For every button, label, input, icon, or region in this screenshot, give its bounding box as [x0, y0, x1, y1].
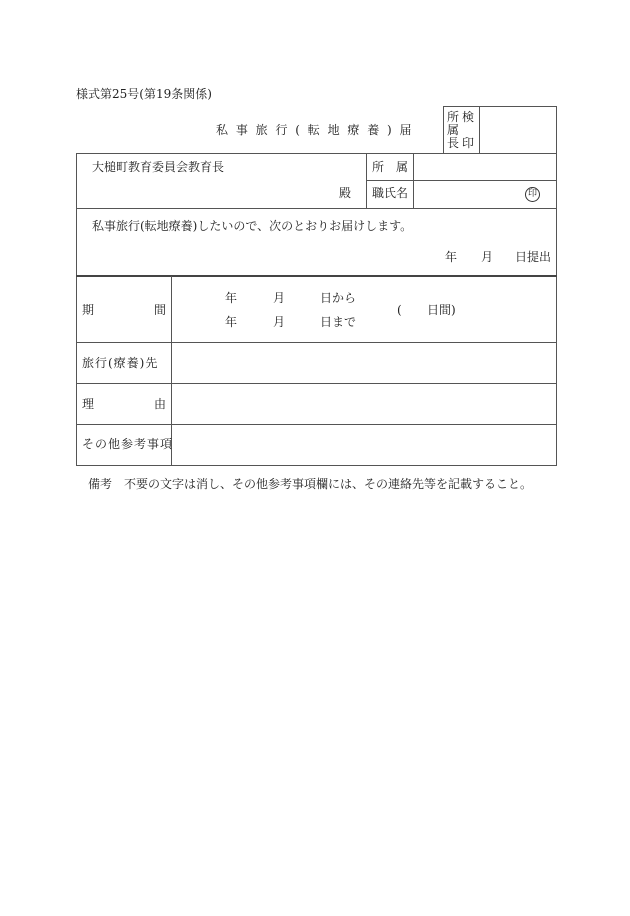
reason-label-left: 理	[82, 397, 95, 411]
affiliation-label: 所 属	[372, 160, 409, 174]
destination-field[interactable]	[172, 343, 556, 383]
reason-field[interactable]	[172, 384, 556, 424]
period-label-left: 期	[82, 303, 95, 317]
period-days-open: (	[397, 303, 402, 317]
period-from-day: 日から	[320, 291, 357, 305]
date-month: 月	[481, 250, 494, 264]
addressee-honorific: 殿	[339, 186, 352, 200]
period-from-year: 年	[225, 291, 238, 305]
seal-icon: 印	[525, 186, 540, 202]
period-days-close: 日間)	[427, 303, 456, 317]
period-to-month: 月	[273, 315, 286, 329]
reason-label-right: 由	[154, 397, 167, 411]
affiliation-field[interactable]	[414, 154, 556, 180]
statement-text: 私事旅行(転地療養)したいので、次のとおりお届けします。	[92, 219, 413, 233]
period-from-month: 月	[273, 291, 286, 305]
form-number: 様式第25号(第19条関係)	[76, 87, 212, 101]
period-to-year: 年	[225, 315, 238, 329]
other-notes-field[interactable]	[172, 425, 556, 465]
destination-label: 旅行(療養)先	[82, 356, 159, 370]
period-label-right: 間	[154, 303, 167, 317]
other-notes-label: その他参考事項	[82, 437, 174, 451]
stamp-label-affiliation-head: 所 属 長	[447, 110, 460, 150]
period-field[interactable]	[172, 278, 556, 342]
stamp-label-seal: 検 印	[462, 110, 475, 150]
date-day-submitted: 日提出	[515, 250, 552, 264]
date-year: 年	[445, 250, 458, 264]
period-to-day: 日まで	[320, 315, 357, 329]
form-title: 私 事 旅 行 ( 転 地 療 養 ) 届	[216, 123, 414, 137]
addressee-name: 大槌町教育委員会教育長	[92, 160, 225, 174]
name-label: 職氏名	[372, 186, 409, 200]
remarks-note: 備考 不要の文字は消し、その他参考事項欄には、その連絡先等を記載すること。	[88, 477, 533, 491]
stamp-field[interactable]	[480, 107, 556, 153]
name-field[interactable]	[414, 181, 514, 207]
